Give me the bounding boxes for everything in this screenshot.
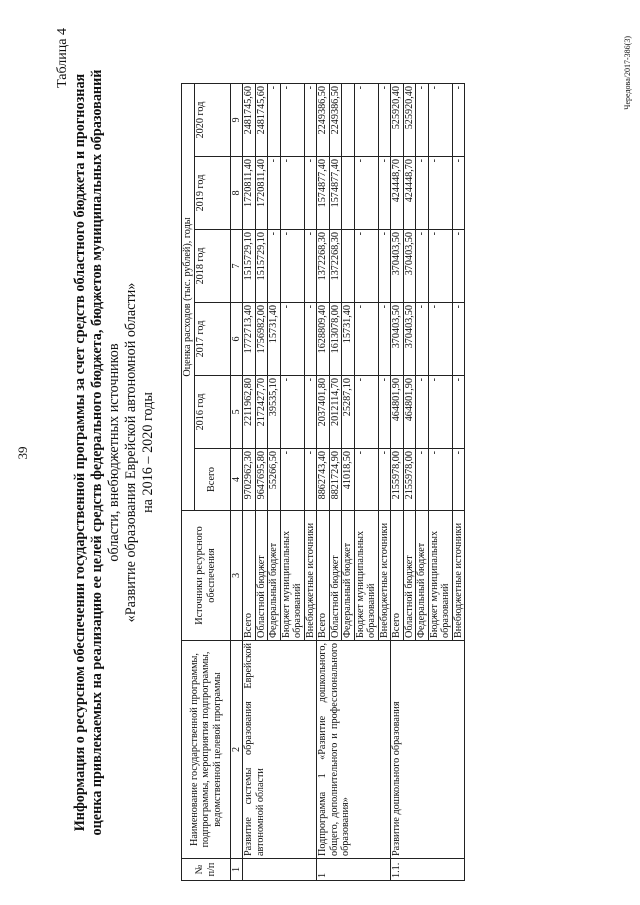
value-year: - bbox=[378, 157, 391, 230]
page-number: 39 bbox=[15, 446, 30, 460]
value-total: 8821724,90 bbox=[329, 449, 342, 511]
value-year: - bbox=[452, 84, 465, 157]
funding-source: Бюджет муниципальных образований bbox=[428, 511, 452, 641]
funding-source: Внебюджетные источники bbox=[304, 511, 317, 641]
value-total: - bbox=[354, 449, 378, 511]
table-row bbox=[317, 84, 330, 881]
value-total: 2155978,00 bbox=[391, 449, 404, 511]
column-number: 1 bbox=[230, 859, 243, 881]
value-year: - bbox=[268, 157, 281, 230]
value-year: - bbox=[354, 84, 378, 157]
value-year: 424448,70 bbox=[391, 157, 404, 230]
row-number: 1.1. bbox=[391, 859, 465, 881]
value-year: - bbox=[378, 230, 391, 303]
funding-source: Всего bbox=[243, 511, 256, 641]
header-year: 2018 год bbox=[194, 230, 230, 303]
value-year: 370403,50 bbox=[403, 303, 416, 376]
value-year: - bbox=[428, 230, 452, 303]
value-year: 1720811,40 bbox=[255, 157, 268, 230]
funding-source: Всего bbox=[391, 511, 404, 641]
funding-source: Внебюджетные источники bbox=[378, 511, 391, 641]
value-total: 2155978,00 bbox=[403, 449, 416, 511]
funding-source: Федеральный бюджет bbox=[416, 511, 429, 641]
header-name: Наименование государственной программы, подпрограммы, мероприятия подпрограммы, ведомственной целевой программы bbox=[182, 641, 231, 859]
value-year: - bbox=[280, 376, 304, 449]
value-year: 2249386,50 bbox=[317, 84, 330, 157]
value-year: - bbox=[354, 376, 378, 449]
value-year: - bbox=[452, 376, 465, 449]
value-year: 1720811,40 bbox=[243, 157, 256, 230]
table-row bbox=[391, 84, 404, 881]
footer-code: Чередова/2017-386(3) bbox=[623, 36, 632, 110]
value-year: - bbox=[416, 84, 429, 157]
value-year: - bbox=[304, 84, 317, 157]
value-year: 1772713,40 bbox=[243, 303, 256, 376]
value-year: 1515729,10 bbox=[255, 230, 268, 303]
value-year: 25287,10 bbox=[342, 376, 355, 449]
value-year: 2037401,80 bbox=[317, 376, 330, 449]
value-year: 2481745,60 bbox=[243, 84, 256, 157]
value-year: 370403,50 bbox=[391, 230, 404, 303]
value-year: 525920,40 bbox=[403, 84, 416, 157]
value-year: - bbox=[354, 230, 378, 303]
value-year: 1372268,30 bbox=[329, 230, 342, 303]
value-year bbox=[342, 230, 355, 303]
value-year: 370403,50 bbox=[403, 230, 416, 303]
value-year: 1515729,10 bbox=[243, 230, 256, 303]
value-year: 2481745,60 bbox=[255, 84, 268, 157]
value-year: - bbox=[452, 157, 465, 230]
table-label: Таблица 4 bbox=[55, 28, 70, 88]
funding-source: Федеральный бюджет bbox=[268, 511, 281, 641]
value-year: - bbox=[354, 157, 378, 230]
funding-source: Бюджет муниципальных образований bbox=[354, 511, 378, 641]
funding-source: Внебюджетные источники bbox=[452, 511, 465, 641]
header-year: 2020 год bbox=[194, 84, 230, 157]
value-year: - bbox=[428, 84, 452, 157]
document-title-line: области, внебюджетных источников bbox=[106, 343, 122, 562]
value-total: - bbox=[428, 449, 452, 511]
funding-source: Областной бюджет bbox=[403, 511, 416, 641]
table-row bbox=[243, 84, 256, 881]
program-name: Развитие системы образования Еврейской автономной области bbox=[243, 641, 317, 859]
value-total: - bbox=[452, 449, 465, 511]
column-number: 9 bbox=[230, 84, 243, 157]
value-year: - bbox=[378, 303, 391, 376]
value-year: - bbox=[416, 376, 429, 449]
value-year: - bbox=[268, 84, 281, 157]
value-year: - bbox=[416, 230, 429, 303]
header-total: Всего bbox=[194, 449, 230, 511]
funding-source: Областной бюджет bbox=[329, 511, 342, 641]
value-total: - bbox=[378, 449, 391, 511]
header-year: 2019 год bbox=[194, 157, 230, 230]
header-year: 2016 год bbox=[194, 376, 230, 449]
document-title-line: «Развитие образования Еврейской автономной области» bbox=[123, 282, 139, 623]
value-year bbox=[342, 157, 355, 230]
value-year: 464801,90 bbox=[403, 376, 416, 449]
value-year: - bbox=[304, 157, 317, 230]
value-year: 525920,40 bbox=[391, 84, 404, 157]
header-estimate: Оценка расходов (тыс. рублей), годы bbox=[182, 84, 195, 511]
value-year: - bbox=[428, 303, 452, 376]
value-total: - bbox=[304, 449, 317, 511]
row-number bbox=[243, 859, 317, 881]
value-year: 2012114,70 bbox=[329, 376, 342, 449]
value-year: - bbox=[280, 303, 304, 376]
funding-source: Всего bbox=[317, 511, 330, 641]
resource-table bbox=[181, 83, 465, 881]
column-number: 3 bbox=[230, 511, 243, 641]
value-total: - bbox=[416, 449, 429, 511]
value-year: 1756982,00 bbox=[255, 303, 268, 376]
value-year: - bbox=[378, 84, 391, 157]
document-title-line: на 2016 – 2020 годы bbox=[140, 392, 156, 513]
header-year: 2017 год bbox=[194, 303, 230, 376]
value-year: 2211962,80 bbox=[243, 376, 256, 449]
value-year: 2249386,50 bbox=[329, 84, 342, 157]
value-year: - bbox=[428, 376, 452, 449]
value-total: 9647695,80 bbox=[255, 449, 268, 511]
table-body bbox=[243, 84, 465, 881]
value-year: 370403,50 bbox=[391, 303, 404, 376]
value-year: 39535,10 bbox=[268, 376, 281, 449]
value-year: - bbox=[280, 230, 304, 303]
value-total: 8862743,40 bbox=[317, 449, 330, 511]
funding-source: Бюджет муниципальных образований bbox=[280, 511, 304, 641]
program-name: Подпрограмма 1 «Развитие дошкольного, общего, дополнительного и профессионального образования» bbox=[317, 641, 391, 859]
column-number: 4 bbox=[230, 449, 243, 511]
program-name: Развитие дошкольного образования bbox=[391, 641, 465, 859]
value-year bbox=[342, 84, 355, 157]
value-year: 1574877,40 bbox=[317, 157, 330, 230]
document-title-line: Информация о ресурсном обеспечении государственной программы за счет средств областного бюджета и прогнозная bbox=[72, 73, 88, 832]
value-year: - bbox=[268, 230, 281, 303]
column-number: 2 bbox=[230, 641, 243, 859]
value-year: - bbox=[280, 84, 304, 157]
value-year: 2172427,70 bbox=[255, 376, 268, 449]
value-year: - bbox=[280, 157, 304, 230]
value-year: 1372268,30 bbox=[317, 230, 330, 303]
value-year: 424448,70 bbox=[403, 157, 416, 230]
column-number: 6 bbox=[230, 303, 243, 376]
row-number: 1 bbox=[317, 859, 391, 881]
value-year: 1613078,00 bbox=[329, 303, 342, 376]
value-year: - bbox=[416, 157, 429, 230]
value-year: - bbox=[452, 303, 465, 376]
value-total: 9702962,30 bbox=[243, 449, 256, 511]
value-total: 41018,50 bbox=[342, 449, 355, 511]
value-year: - bbox=[304, 303, 317, 376]
value-year: 1628809,40 bbox=[317, 303, 330, 376]
value-year: - bbox=[304, 230, 317, 303]
value-year: 15731,40 bbox=[342, 303, 355, 376]
value-year: - bbox=[452, 230, 465, 303]
value-total: - bbox=[280, 449, 304, 511]
value-year: - bbox=[354, 303, 378, 376]
value-year: 1574877,40 bbox=[329, 157, 342, 230]
column-number: 8 bbox=[230, 157, 243, 230]
value-year: - bbox=[428, 157, 452, 230]
column-number: 7 bbox=[230, 230, 243, 303]
document-title-line: оценка привлекаемых на реализацию ее целей средств федерального бюджета, бюджетов муниципальных образований bbox=[89, 69, 105, 836]
header-num: № п/п bbox=[182, 859, 231, 881]
header-source: Источники ресурсного обеспечения bbox=[182, 511, 231, 641]
funding-source: Федеральный бюджет bbox=[342, 511, 355, 641]
value-year: 15731,40 bbox=[268, 303, 281, 376]
value-year: 464801,90 bbox=[391, 376, 404, 449]
value-total: 55266,50 bbox=[268, 449, 281, 511]
column-number: 5 bbox=[230, 376, 243, 449]
value-year: - bbox=[416, 303, 429, 376]
funding-source: Областной бюджет bbox=[255, 511, 268, 641]
value-year: - bbox=[378, 376, 391, 449]
value-year: - bbox=[304, 376, 317, 449]
